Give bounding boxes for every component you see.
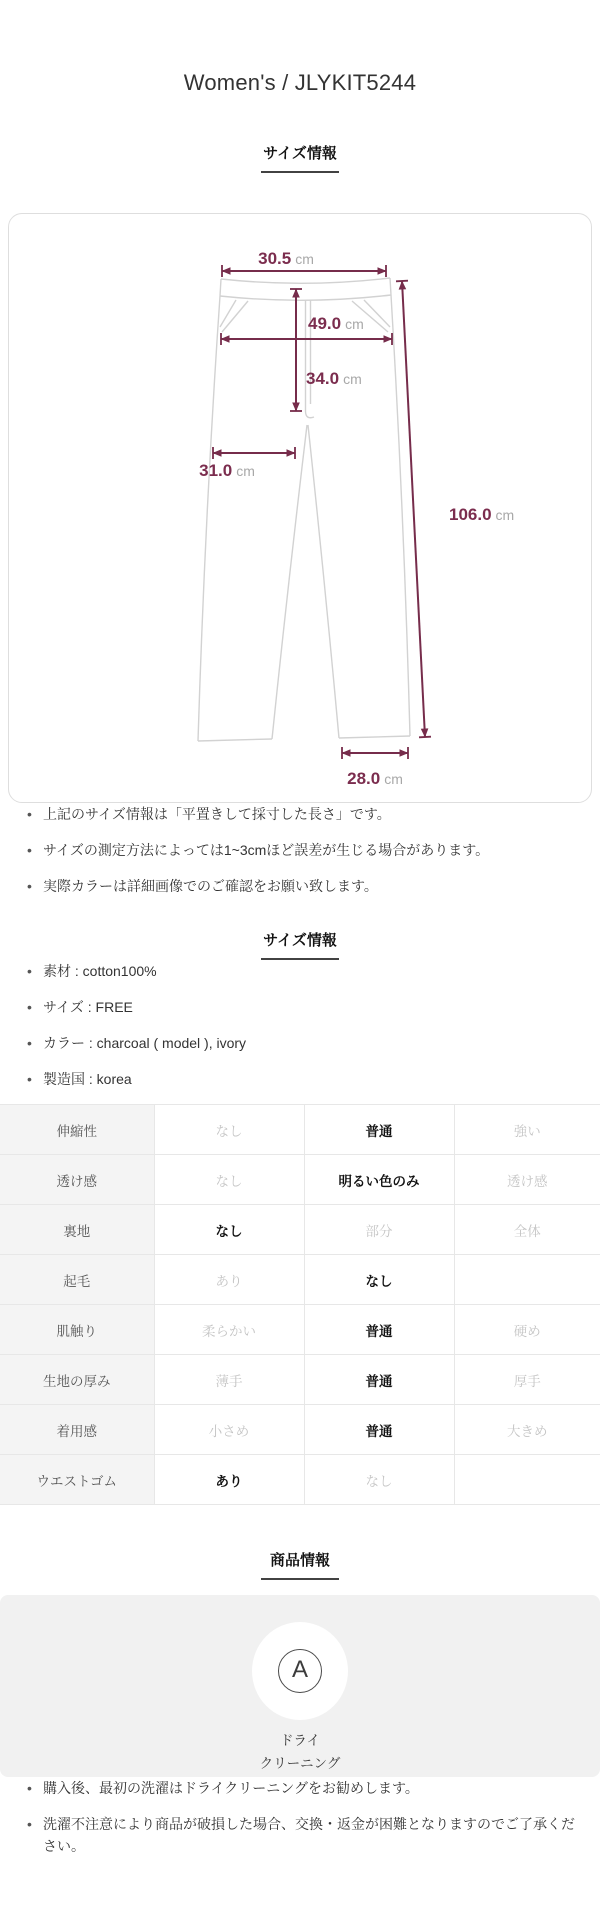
header-underline xyxy=(261,171,339,173)
hip-measurement-label: 49.0 cm xyxy=(308,314,364,333)
size-notes-list xyxy=(0,803,600,897)
attr-option-cell: 普通 xyxy=(304,1355,454,1405)
attr-option-cell: 薄手 xyxy=(154,1355,304,1405)
attr-option-cell: 小さめ xyxy=(154,1405,304,1455)
attr-option-cell: あり xyxy=(154,1255,304,1305)
attr-option-cell: なし xyxy=(154,1205,304,1255)
attr-option-cell: なし xyxy=(154,1105,304,1155)
pants-outline xyxy=(198,278,410,741)
list-item: • サイズの測定方法によっては1~3cmほど誤差が生じる場合があります。 xyxy=(26,839,582,861)
dry-cleaning-symbol: A xyxy=(278,1649,322,1693)
rise-measurement-label: 34.0 cm xyxy=(306,369,362,388)
attr-option-cell: 硬め xyxy=(454,1305,600,1355)
attr-option-cell xyxy=(454,1255,600,1305)
attr-option-cell: 普通 xyxy=(304,1305,454,1355)
table-row xyxy=(0,1205,600,1255)
product-details-header xyxy=(0,929,600,960)
attr-option-cell: なし xyxy=(304,1255,454,1305)
table-row xyxy=(0,1305,600,1355)
attr-label-cell: 裏地 xyxy=(0,1205,154,1255)
attr-label-cell: 透け感 xyxy=(0,1155,154,1205)
list-item: • 上記のサイズ情報は「平置きして採寸した長さ」です。 xyxy=(26,803,582,825)
attr-option-cell: 厚手 xyxy=(454,1355,600,1405)
care-icon-label: ドライ クリーニング xyxy=(259,1733,341,1771)
care-info-panel xyxy=(0,1595,600,1777)
table-row xyxy=(0,1455,600,1505)
attr-label-cell: 起毛 xyxy=(0,1255,154,1305)
list-item: • 実際カラーは詳細画像でのご確認をお願い致します。 xyxy=(26,875,582,897)
attr-label-cell: 着用感 xyxy=(0,1405,154,1455)
attr-option-cell: 強い xyxy=(454,1105,600,1155)
care-notes-list xyxy=(0,1777,600,1857)
list-item: • 購入後、最初の洗濯はドライクリーニングをお勧めします。 xyxy=(26,1777,582,1799)
table-row xyxy=(0,1405,600,1455)
pants-measurement-diagram xyxy=(9,214,591,802)
length-dimension-line xyxy=(402,281,425,737)
length-measurement-label: 106.0 cm xyxy=(449,505,515,524)
list-item: • カラー : charcoal ( model ), ivory xyxy=(26,1032,582,1054)
attr-option-cell xyxy=(454,1455,600,1505)
list-item: • サイズ : FREE xyxy=(26,996,582,1018)
attr-option-cell: 普通 xyxy=(304,1405,454,1455)
attr-option-cell: 部分 xyxy=(304,1205,454,1255)
dry-cleaning-icon xyxy=(252,1622,348,1720)
attr-label-cell: ウエストゴム xyxy=(0,1455,154,1505)
header-underline xyxy=(261,1578,339,1580)
table-row xyxy=(0,1105,600,1155)
size-diagram-panel xyxy=(8,213,592,803)
list-item: • 素材 : cotton100% xyxy=(26,960,582,982)
attr-label-cell: 伸縮性 xyxy=(0,1105,154,1155)
attr-option-cell: 明るい色のみ xyxy=(304,1155,454,1205)
product-details-header-label: サイズ情報 xyxy=(263,932,337,949)
waist-measurement-label: 30.5 cm xyxy=(258,249,314,268)
attr-option-cell: 全体 xyxy=(454,1205,600,1255)
dimension-labels xyxy=(199,249,514,788)
attr-option-cell: なし xyxy=(304,1455,454,1505)
hem-measurement-label: 28.0 cm xyxy=(347,769,403,788)
page-title: Women's / JLYKIT5244 xyxy=(183,70,417,95)
attr-option-cell: なし xyxy=(154,1155,304,1205)
attr-label-cell: 生地の厚み xyxy=(0,1355,154,1405)
attr-option-cell: 大きめ xyxy=(454,1405,600,1455)
attr-option-cell: あり xyxy=(154,1455,304,1505)
care-section-header xyxy=(0,1549,600,1580)
list-item: • 製造国 : korea xyxy=(26,1068,582,1090)
table-row xyxy=(0,1155,600,1205)
size-info-header xyxy=(0,142,600,173)
attr-option-cell: 普通 xyxy=(304,1105,454,1155)
product-details-list xyxy=(0,960,600,1090)
attr-label-cell: 肌触り xyxy=(0,1305,154,1355)
attr-option-cell: 透け感 xyxy=(454,1155,600,1205)
table-row xyxy=(0,1255,600,1305)
care-section-header-label: 商品情報 xyxy=(269,1552,330,1569)
attribute-table xyxy=(0,1104,600,1505)
size-info-header-label: サイズ情報 xyxy=(263,145,337,162)
thigh-measurement-label: 31.0 cm xyxy=(199,461,255,480)
table-row xyxy=(0,1355,600,1405)
attr-option-cell: 柔らかい xyxy=(154,1305,304,1355)
list-item: • 洗濯不注意により商品が破損した場合、交換・返金が困難となりますのでご了承ください。 xyxy=(26,1813,582,1857)
